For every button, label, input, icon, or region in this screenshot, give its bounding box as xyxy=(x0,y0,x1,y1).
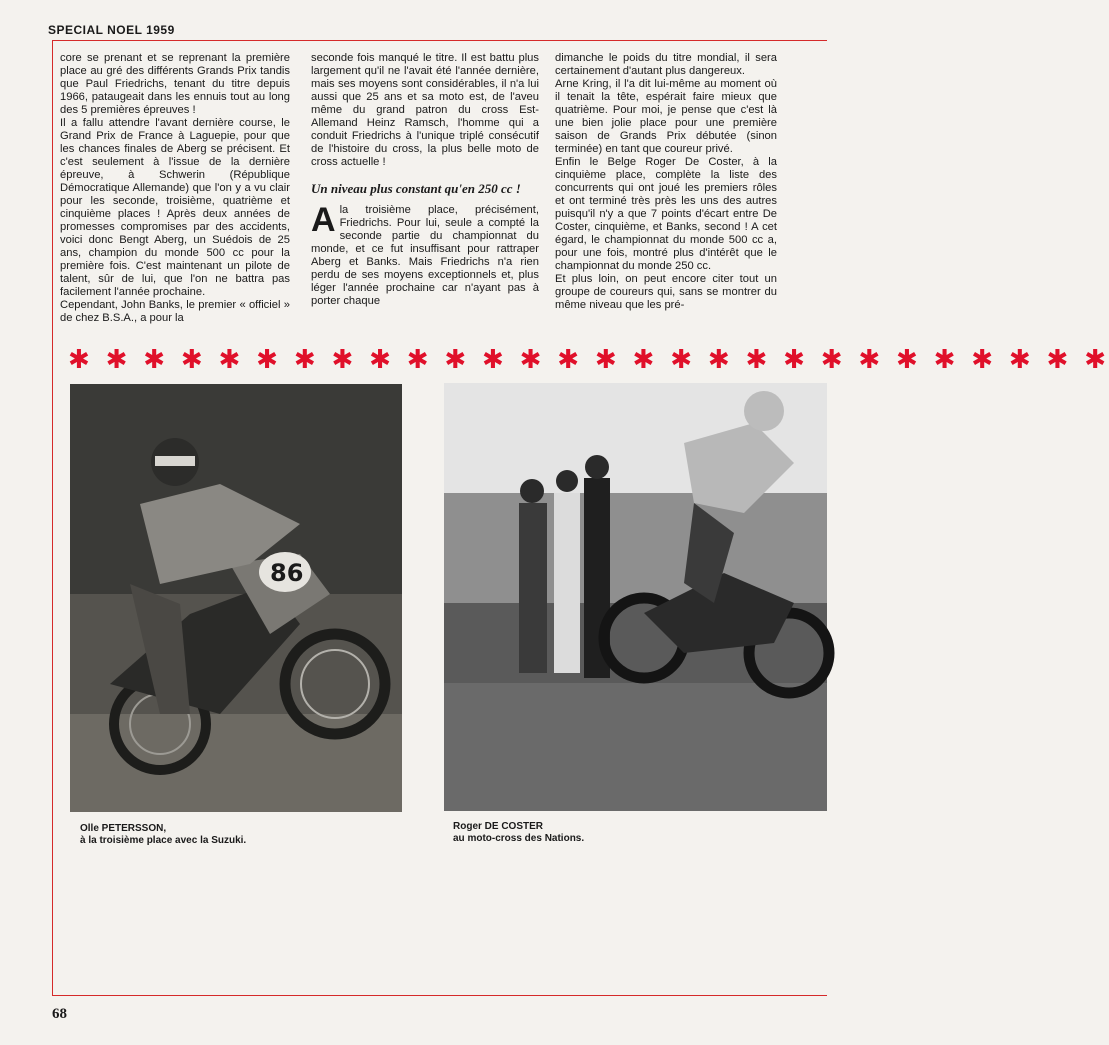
motocross-rider-illustration xyxy=(70,384,402,812)
col1-paragraph-2: Il a fallu attendre l'avant dernière course, le Grand Prix de France à Laguepie, pour que les chances finales de Aberg se précisent. Et c'est seulement à l'issue de la dernière épreuve, à Schwerin (République Démocratique Allemande) que l'on y a vu clair pour les seconde, troisième, quatrième et cinquième places ! Après deux années de promesses compromises par des accidents, voici donc Bengt Aberg, un Suédois de 25 ans, champion du monde 500 cc pour la première fois. C'est maintenant un pilote de talent, sûr de lui, que l'on ne battra pas facilement l'année prochaine. xyxy=(60,117,290,298)
photo2-caption xyxy=(453,821,584,845)
section-subheading: Un niveau plus constant qu'en 250 cc ! xyxy=(311,181,521,196)
col2-paragraph-1: seconde fois manqué le titre. Il est battu plus largement qu'il ne l'avait été l'année dernière, mais ses moyens sont considérables, il n'a lui aussi que 25 ans et sa moto est, de l'aveu même du grand patron du cross Est-Allemand Heinz Ramsch, l'homme qui a conduit Friedrichs à l'unique triplé consécutif de l'histoire du cross, la plus belle moto de cross actuelle ! xyxy=(311,52,539,168)
photo-roger-de-coster xyxy=(444,383,827,811)
page-number: 68 xyxy=(52,1006,67,1022)
photo1-caption xyxy=(80,823,246,847)
col1-paragraph-3: Cependant, John Banks, le premier « officiel » de chez B.S.A., a pour la xyxy=(60,299,290,324)
article-column-3 xyxy=(555,52,777,312)
photo2-caption-line2: au moto-cross des Nations. xyxy=(453,833,585,844)
col2-paragraph-2 xyxy=(311,201,539,308)
col3-paragraph-2: Arne Kring, il l'a dit lui-même au moment où il tenait la tête, espérait faire mieux que quatrième. Pour moi, je pense que c'est là une bien jolie place pour une première saison de Grands Prix débutée (sinon terminée) en tant que coureur privé. xyxy=(555,78,777,155)
frame-bottom-rule xyxy=(52,995,827,996)
page-header: SPECIAL NOEL 1959 xyxy=(48,23,175,37)
col1-paragraph-1: core se prenant et se reprenant la première place au gré des différents Grands Prix tandis que Paul Friedrichs, tenant du titre depuis 1966, pataugeait dans les ennuis tout au long des 5 premières épreuves ! xyxy=(60,52,290,116)
article-column-1 xyxy=(60,52,290,325)
photo1-caption-line1: Olle PETERSSON, xyxy=(80,823,167,834)
photo1-caption-line2: à la troisième place avec la Suzuki. xyxy=(80,835,247,846)
frame-left-rule xyxy=(52,40,53,995)
jumping-rider-illustration xyxy=(444,383,827,811)
col2-paragraph-2-text: la troisième place, précisément, Friedrichs. Pour lui, seule a compté la seconde partie du championnat du monde, et ce fut insuffisant pour rattraper Aberg et Banks. Mais Friedrichs n'a rien perdu de ses moyens exceptionnels et, plus léger l'année prochaine car n'ayant pas à porter chaque xyxy=(311,204,539,307)
col3-paragraph-4: Et plus loin, on peut encore citer tout un groupe de coureurs qui, sans se montrer du même niveau que les pré- xyxy=(555,273,777,311)
col3-paragraph-3: Enfin le Belge Roger De Coster, à la cinquième place, complète la liste des concurrents qui ont joué les premiers rôles et ont terminé très près les uns des autres puisqu'il n'y a que 7 points d'écart entre De Coster, cinquième, et Banks, second ! A cet égard, le championnat du monde 500 cc a, pour une fois, montré plus d'intérêt que le championnat du monde 250 cc. xyxy=(555,156,777,272)
frame-top-rule xyxy=(52,40,827,41)
drop-cap: A xyxy=(311,201,336,239)
col3-paragraph-1: dimanche le poids du titre mondial, il sera certainement d'autant plus dangereux. xyxy=(555,52,777,77)
photo-olle-petersson xyxy=(70,384,402,812)
photo2-caption-line1: Roger DE COSTER xyxy=(453,821,544,832)
asterisk-divider: ✱ ✱ ✱ ✱ ✱ ✱ ✱ ✱ ✱ ✱ ✱ ✱ ✱ ✱ ✱ ✱ ✱ ✱ ✱ ✱ ✱ ✱ ✱ ✱ ✱ ✱ ✱ ✱ xyxy=(68,345,1109,375)
article-column-2 xyxy=(311,52,539,308)
bib-number: 86 xyxy=(270,559,304,587)
